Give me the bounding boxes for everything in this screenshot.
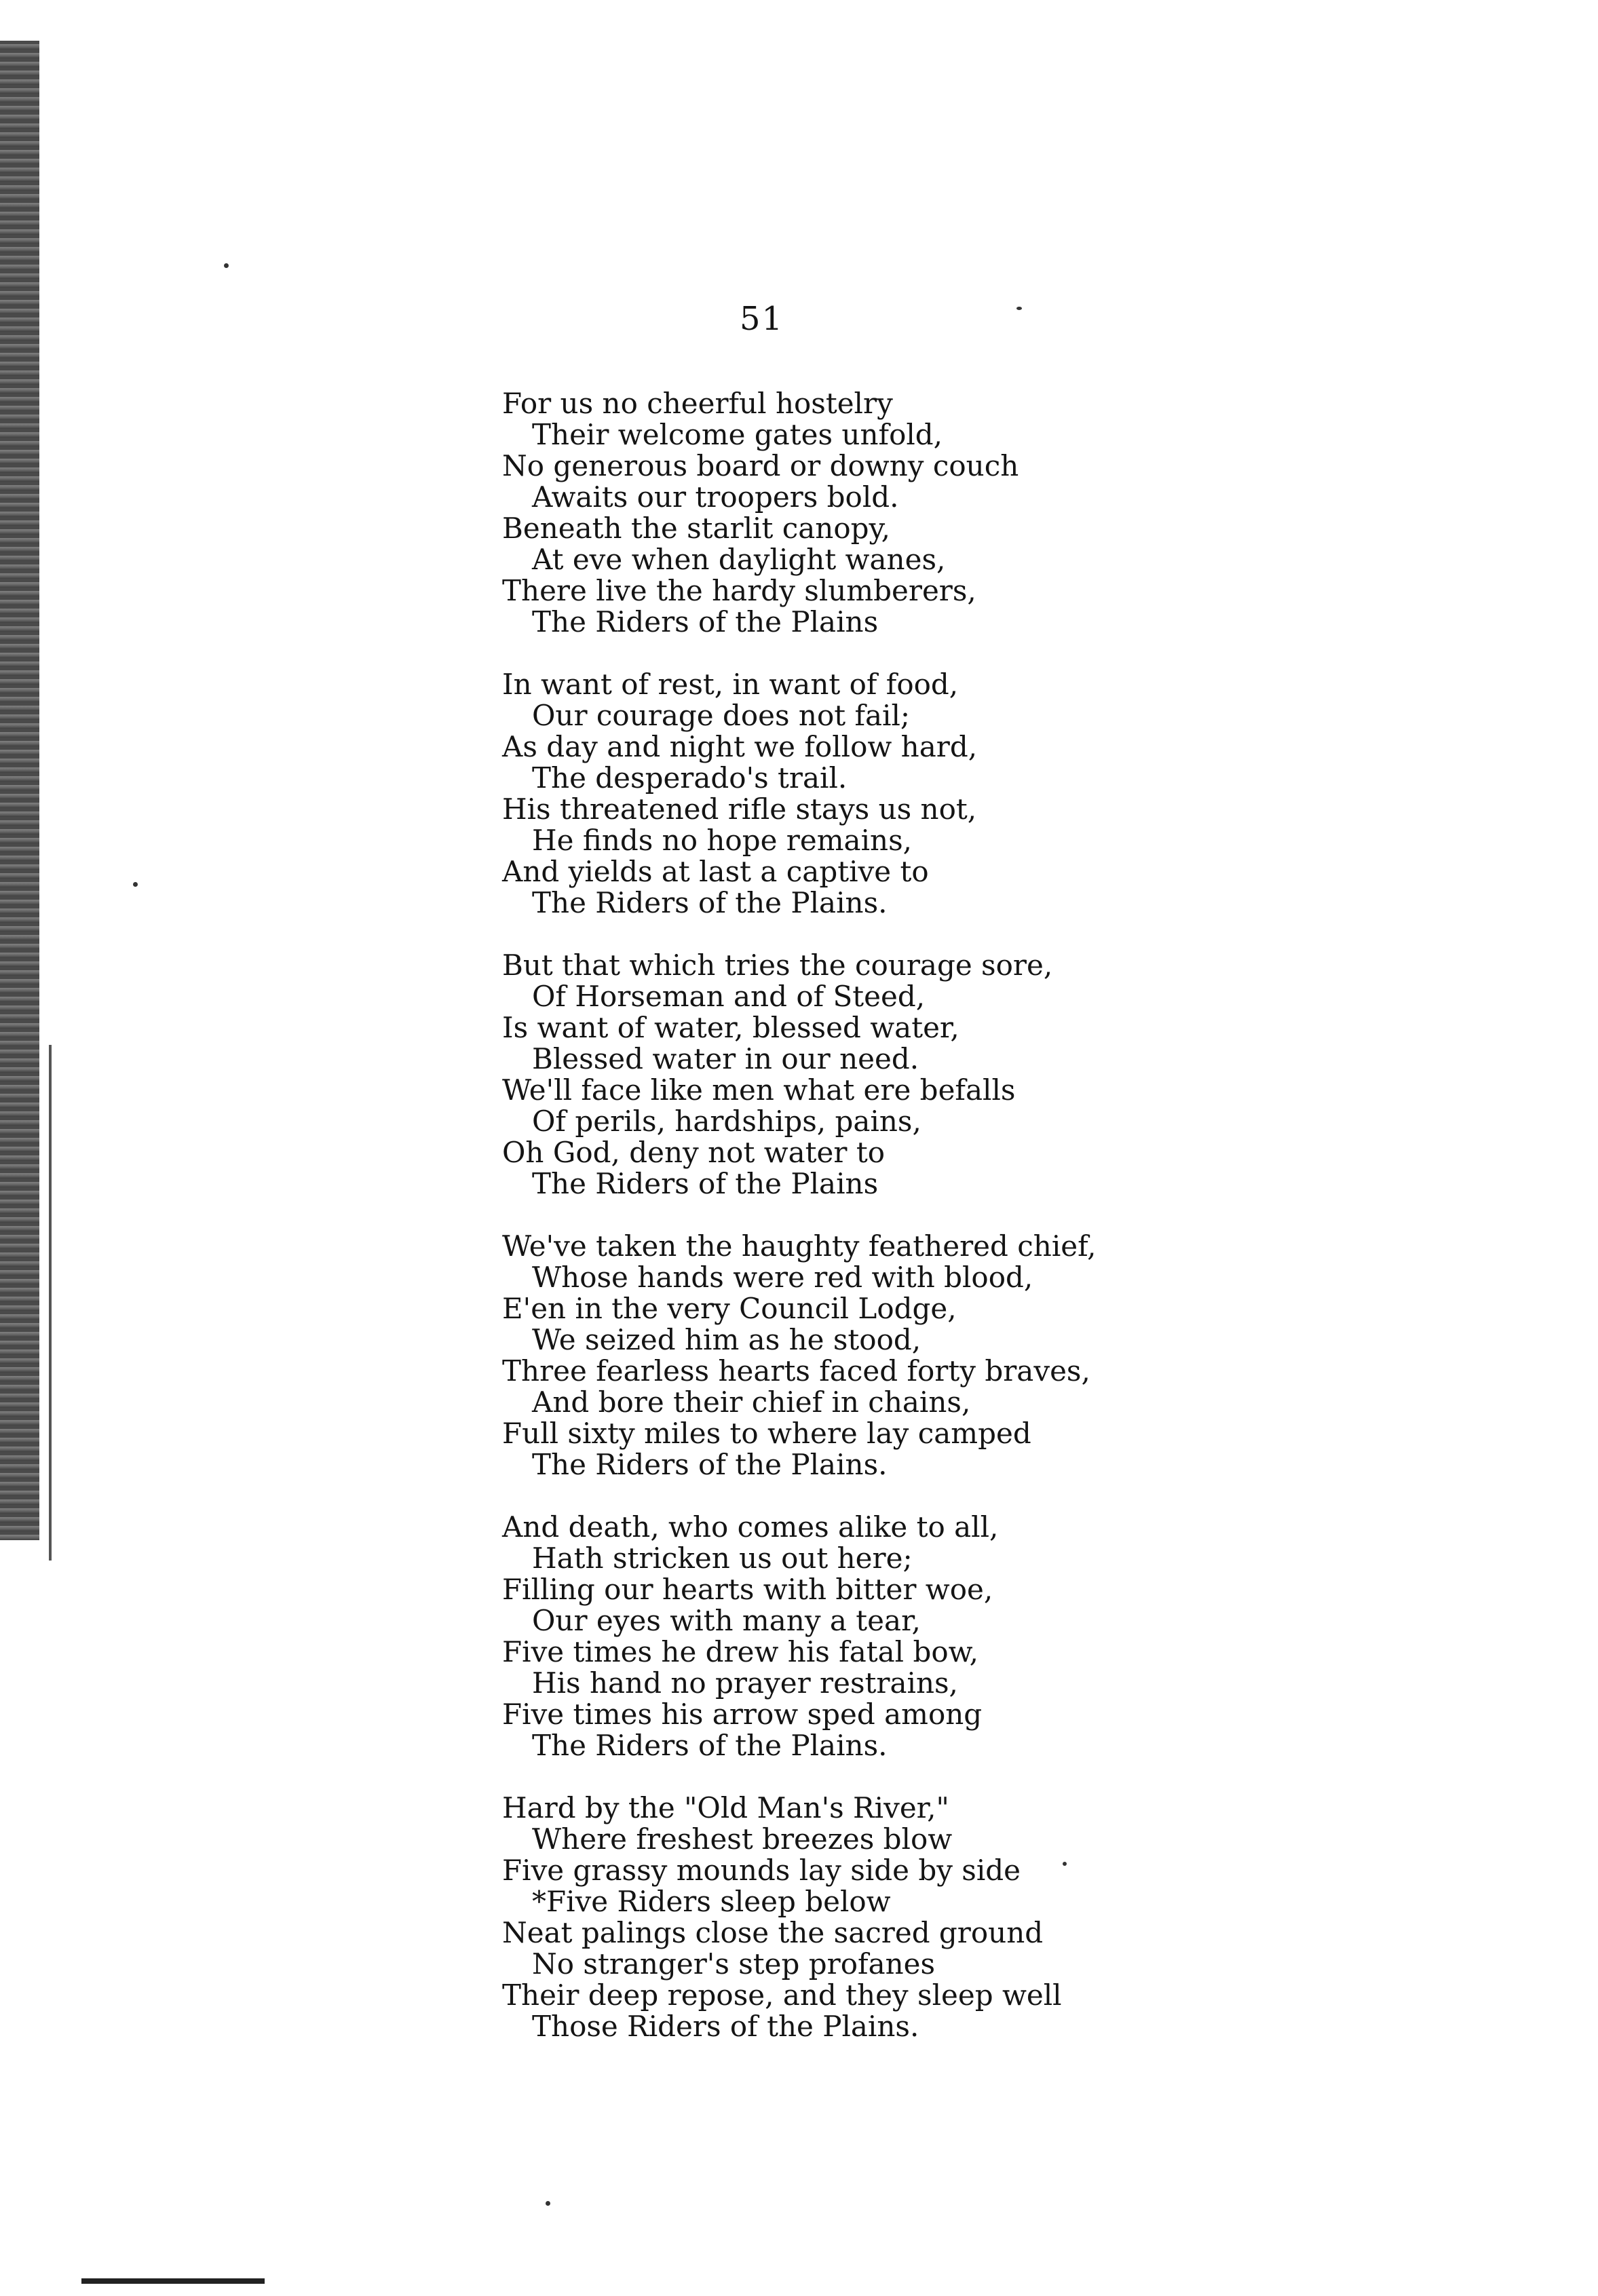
poem-line: E'en in the very Council Lodge, bbox=[502, 1292, 957, 1325]
poem-line: The Riders of the Plains. bbox=[532, 1729, 888, 1762]
poem-line: And death, who comes alike to all, bbox=[502, 1510, 999, 1544]
poem-line: We seized him as he stood, bbox=[532, 1323, 921, 1356]
poem-line: His hand no prayer restrains, bbox=[532, 1666, 958, 1700]
poem-line: Five grassy mounds lay side by side bbox=[502, 1854, 1021, 1887]
poem-line: Blessed water in our need. bbox=[532, 1042, 919, 1075]
stanza bbox=[502, 950, 1181, 1200]
poem-line: Hath stricken us out here; bbox=[532, 1542, 913, 1575]
stanza bbox=[502, 388, 1181, 638]
poem-line: The Riders of the Plains bbox=[532, 605, 879, 638]
poem-line: Of Horseman and of Steed, bbox=[532, 980, 926, 1013]
poem-line: Is want of water, blessed water, bbox=[502, 1011, 959, 1044]
poem-line: Full sixty miles to where lay camped bbox=[502, 1417, 1031, 1450]
poem-line: Five times he drew his fatal bow, bbox=[502, 1635, 978, 1668]
poem-line: Oh God, deny not water to bbox=[502, 1136, 886, 1169]
ink-speck bbox=[546, 2201, 550, 2206]
poem-line: Whose hands were red with blood, bbox=[532, 1261, 1033, 1294]
stanza bbox=[502, 1793, 1181, 2042]
page-number: 51 bbox=[740, 300, 784, 338]
ink-speck bbox=[224, 263, 229, 268]
poem-line: And yields at last a captive to bbox=[502, 855, 929, 888]
poem-line: In want of rest, in want of food, bbox=[502, 668, 959, 701]
poem-line: Hard by the "Old Man's River," bbox=[502, 1791, 949, 1824]
poem-line: The Riders of the Plains bbox=[532, 1167, 879, 1200]
poem-line: Our courage does not fail; bbox=[532, 699, 911, 732]
ink-speck bbox=[1016, 307, 1022, 310]
poem-line: *Five Riders sleep below bbox=[532, 1885, 891, 1918]
poem-line: The Riders of the Plains. bbox=[532, 886, 888, 919]
poem-line: Three fearless hearts faced forty braves, bbox=[502, 1354, 1090, 1388]
poem-line: And bore their chief in chains, bbox=[532, 1385, 971, 1419]
poem-line: Beneath the starlit canopy, bbox=[502, 512, 891, 545]
poem-line: Those Riders of the Plains. bbox=[532, 2010, 919, 2043]
poem-line: Five times his arrow sped among bbox=[502, 1698, 983, 1731]
poem-line: Their deep repose, and they sleep well bbox=[502, 1978, 1062, 2012]
poem-line: For us no cheerful hostelry bbox=[502, 387, 893, 420]
poem-line: Their welcome gates unfold, bbox=[532, 418, 943, 451]
poem-line: Awaits our troopers bold. bbox=[532, 480, 899, 514]
poem-line: But that which tries the courage sore, bbox=[502, 949, 1053, 982]
stanza bbox=[502, 669, 1181, 919]
poem-line: Our eyes with many a tear, bbox=[532, 1604, 921, 1637]
binding-edge bbox=[0, 41, 39, 1540]
poem-line: As day and night we follow hard, bbox=[502, 730, 978, 763]
poem-line: Where freshest breezes blow bbox=[532, 1822, 953, 1856]
poem-line: Neat palings close the sacred ground bbox=[502, 1916, 1044, 1949]
poem-line: He finds no hope remains, bbox=[532, 824, 912, 857]
poem-line: His threatened rifle stays us not, bbox=[502, 792, 977, 826]
stanza bbox=[502, 1512, 1181, 1761]
poem-line: Of perils, hardships, pains, bbox=[532, 1105, 921, 1138]
poem-line: No generous board or downy couch bbox=[502, 449, 1019, 482]
poem-line: No stranger's step profanes bbox=[532, 1947, 936, 1981]
poem-body bbox=[502, 388, 1181, 2073]
poem-line: At eve when daylight wanes, bbox=[532, 543, 946, 576]
poem-line: We'll face like men what ere befalls bbox=[502, 1073, 1016, 1107]
stanza bbox=[502, 1231, 1181, 1480]
ink-speck bbox=[133, 882, 138, 887]
poem-line: We've taken the haughty feathered chief, bbox=[502, 1229, 1097, 1263]
poem-line: The Riders of the Plains. bbox=[532, 1448, 888, 1481]
poem-line: There live the hardy slumberers, bbox=[502, 574, 976, 607]
page-edge-mark bbox=[81, 2278, 265, 2284]
poem-line: The desperado's trail. bbox=[532, 761, 848, 795]
poem-line: Filling our hearts with bitter woe, bbox=[502, 1573, 993, 1606]
binding-line bbox=[49, 1045, 52, 1561]
